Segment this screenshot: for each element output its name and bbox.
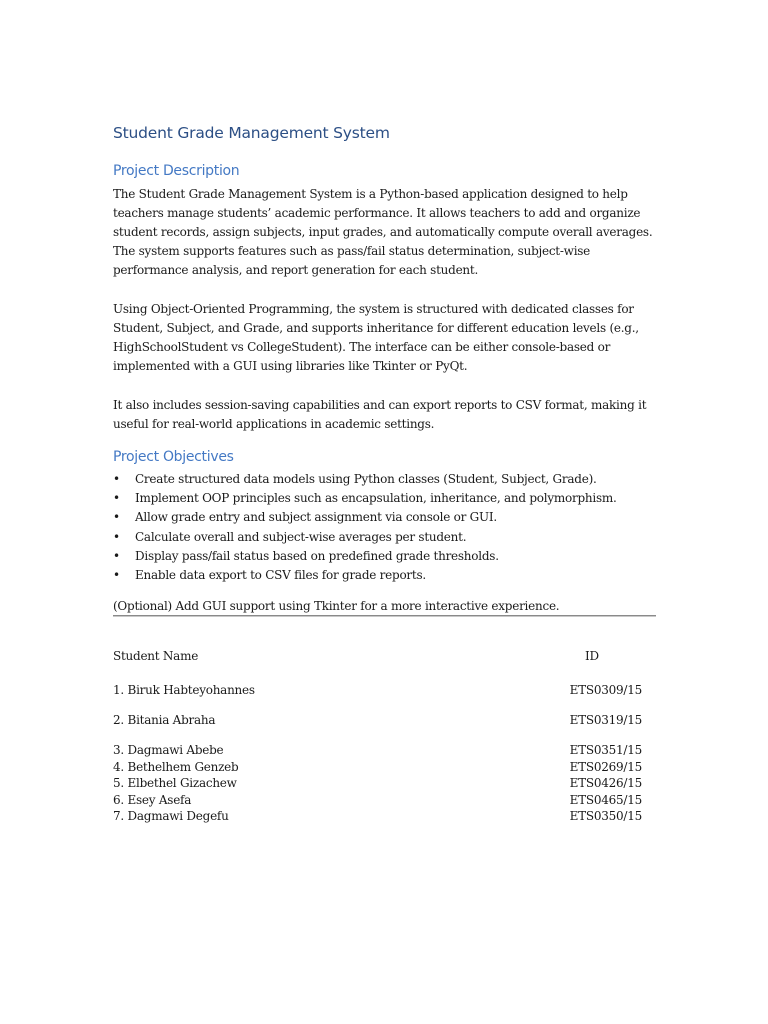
list-item	[113, 489, 617, 508]
objective-text: Allow grade entry and subject assignment via console or GUI.	[135, 510, 497, 525]
team-member-id: ETS0426/15	[569, 776, 642, 790]
list-item	[113, 508, 617, 527]
team-member-name: 2. Bitania Abraha	[113, 713, 216, 727]
description-paragraph-2: Using Object-Oriented Programming, the system is structured with dedicated classes for Student, Subject, and Grade, and supports inheritance for different education levels (e.g., HighSchoolStudent vs CollegeStudent). The interface can be either console-based or implemented with a GUI using libraries like Tkinter or PyQt.	[113, 302, 639, 373]
student-id-header: ID	[585, 649, 599, 663]
bullet-icon: •	[113, 472, 120, 486]
team-member-id: ETS0351/15	[569, 743, 642, 757]
team-member-name: 4. Bethelhem Genzeb	[113, 760, 239, 774]
list-item	[113, 528, 617, 547]
team-member-id: ETS0465/15	[569, 793, 642, 807]
team-member-id: ETS0309/15	[569, 683, 642, 697]
list-item	[113, 547, 617, 566]
bullet-icon: •	[113, 491, 120, 506]
bullet-icon: •	[113, 548, 120, 563]
team-member-name: 3. Dagmawi Abebe	[113, 743, 224, 757]
objective-text: Create structured data models using Python classes (Student, Subject, Grade).	[135, 472, 597, 486]
team-member-id: ETS0350/15	[569, 809, 642, 823]
bullet-icon: •	[113, 529, 120, 544]
objective-text: Display pass/fail status based on predefined grade thresholds.	[135, 548, 499, 563]
objective-text: Implement OOP principles such as encapsulation, inheritance, and polymorphism.	[135, 491, 617, 506]
objectives-heading: Project Objectives	[113, 449, 234, 465]
description-heading: Project Description	[113, 163, 240, 179]
list-item	[113, 470, 617, 489]
description-paragraph-1: The Student Grade Management System is a Python-based application designed to help teachers manage students’ academic performance. It allows teachers to add and organize student records, assign subjects, input grades, and automatically compute overall averages. The system supports features such as pass/fail status determination, subject-wise performance analysis, and report generation for each student.	[113, 187, 653, 277]
bullet-icon: •	[113, 510, 120, 525]
bullet-icon: •	[113, 568, 120, 583]
team-member-name: 1. Biruk Habteyohannes	[113, 683, 255, 697]
objective-text: Calculate overall and subject-wise averages per student.	[135, 529, 467, 544]
objectives-list	[113, 470, 617, 585]
description-paragraph-3: It also includes session-saving capabilities and can export reports to CSV format, making it useful for real-world applications in academic settings.	[113, 398, 647, 431]
team-member-name: 5. Elbethel Gizachew	[113, 776, 237, 790]
document-title: Student Grade Management System	[113, 124, 390, 142]
team-member-name: 7. Dagmawi Degefu	[113, 809, 229, 823]
team-member-name: 6. Esey Asefa	[113, 793, 192, 807]
team-member-id: ETS0319/15	[569, 713, 642, 727]
student-name-header: Student Name	[113, 649, 199, 663]
team-member-id: ETS0269/15	[569, 760, 642, 774]
optional-note: (Optional) Add GUI support using Tkinter for a more interactive experience.	[113, 599, 560, 613]
horizontal-divider	[113, 615, 656, 617]
objective-text: Enable data export to CSV files for grade reports.	[135, 568, 426, 583]
list-item	[113, 566, 617, 585]
